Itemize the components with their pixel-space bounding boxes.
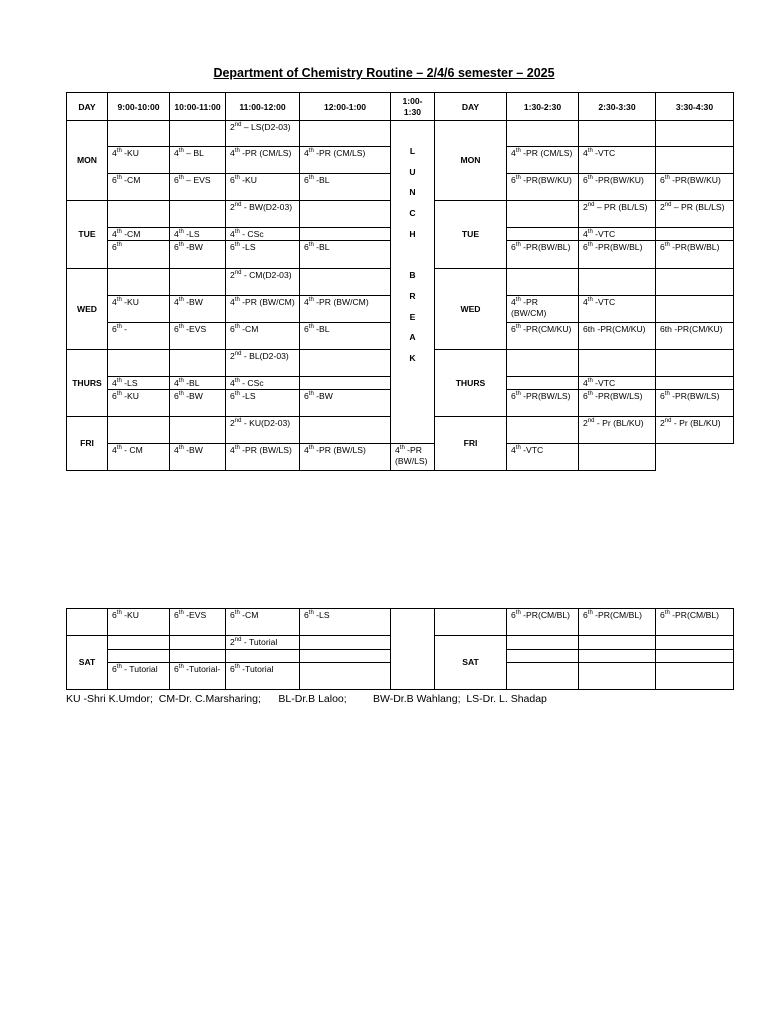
header-row (67, 93, 734, 121)
cell (579, 121, 656, 147)
lunch-letter: C (409, 208, 416, 219)
cell: 4th -PR (CM/LS) (300, 147, 391, 174)
cell (300, 269, 391, 296)
lunch-letter: K (409, 352, 416, 363)
cell (108, 201, 170, 228)
cell (507, 201, 579, 228)
cell (656, 228, 734, 241)
table-row (67, 609, 734, 636)
cell: 6th -CM (108, 174, 170, 201)
cell: 6th -BL (300, 241, 391, 269)
cell: 2nd – LS(D2-03) (226, 121, 300, 147)
cell (108, 417, 170, 444)
cell: 2nd - Pr (BL/KU) (656, 417, 734, 444)
cell (300, 417, 391, 444)
cell (507, 121, 579, 147)
cell (300, 663, 391, 690)
day-sat-2: SAT (435, 636, 507, 690)
cell: 6th -EVS (170, 323, 226, 350)
cell: 2nd - Pr (BL/KU) (579, 417, 656, 444)
header-day-2: DAY (435, 93, 507, 121)
header-slot-3: 11:00-12:00 (226, 93, 300, 121)
header-slot-6: 2:30-3:30 (579, 93, 656, 121)
cell (656, 147, 734, 174)
cell (656, 377, 734, 390)
header-slot-7: 3:30-4:30 (656, 93, 734, 121)
cell: 6th (108, 241, 170, 269)
cell (170, 350, 226, 377)
cell (507, 350, 579, 377)
cell: 4th -LS (108, 377, 170, 390)
cell: 4th -PR (BW/LS) (226, 444, 300, 471)
cell: 6th -PR(BW/BL) (579, 241, 656, 269)
cell (656, 350, 734, 377)
cell (656, 296, 734, 323)
cell: 6th -PR(BW/LS) (656, 390, 734, 417)
cell (507, 636, 579, 650)
cell (300, 650, 391, 663)
day-sat: SAT (67, 636, 108, 690)
cell (108, 269, 170, 296)
cell (435, 609, 507, 636)
day-mon-2: MON (435, 121, 507, 201)
cell: 4th -PR (BW/LS) (391, 444, 435, 471)
day-fri-2: FRI (435, 417, 507, 471)
cell: 4th -PR (BW/CM) (507, 296, 579, 323)
cell: 2nd – PR (BL/LS) (656, 201, 734, 228)
header-day: DAY (67, 93, 108, 121)
cell: 6th -PR(CM/BL) (656, 609, 734, 636)
cell: 6th -LS (226, 241, 300, 269)
cell: 4th -BL (170, 377, 226, 390)
cell (656, 121, 734, 147)
day-mon: MON (67, 121, 108, 201)
day-thurs: THURS (67, 350, 108, 417)
cell: 4th -KU (108, 296, 170, 323)
header-slot-1: 9:00-10:00 (108, 93, 170, 121)
legend-ls: LS-Dr. L. Shadap (466, 693, 547, 705)
lunch-letter: R (409, 290, 416, 301)
cell: 4th - CSc (226, 228, 300, 241)
cell: 6th -LS (226, 390, 300, 417)
cell (300, 377, 391, 390)
cell: 6th -KU (226, 174, 300, 201)
cell: 6th -BW (300, 390, 391, 417)
cell (507, 228, 579, 241)
cell: 4th - CM (108, 444, 170, 471)
lunch-letter: H (409, 228, 416, 239)
page-title: Department of Chemistry Routine – 2/4/6 semester – 2025 (213, 66, 555, 80)
cell: 6th -KU (108, 609, 170, 636)
legend-ku: KU -Shri K.Umdor; (66, 693, 153, 705)
cell (656, 650, 734, 663)
cell: 4th -PR (CM/LS) (507, 147, 579, 174)
cell: 6th -EVS (170, 609, 226, 636)
cell: 4th -LS (170, 228, 226, 241)
faculty-legend (66, 693, 547, 705)
cell: 6th -PR(BW/KU) (507, 174, 579, 201)
cell: 6th -PR(CM/BL) (507, 609, 579, 636)
cell: 6th -CM (226, 323, 300, 350)
cell: 4th -VTC (579, 228, 656, 241)
cell (67, 609, 108, 636)
cell: 6th -KU (108, 390, 170, 417)
cell: 4th -PR (BW/CM) (226, 296, 300, 323)
cell: 2nd - CM(D2-03) (226, 269, 300, 296)
lunch-letter: L (409, 146, 416, 156)
routine-table-continued (66, 608, 734, 690)
cell (108, 650, 170, 663)
header-slot-4: 12:00-1:00 (300, 93, 391, 121)
cell: 6th -Tutorial- (170, 663, 226, 690)
routine-table (66, 92, 734, 471)
cell: 6th - Tutorial (108, 663, 170, 690)
cell: 2nd – PR (BL/LS) (579, 201, 656, 228)
cell: 4th -VTC (579, 147, 656, 174)
cell: 4th -PR (CM/LS) (226, 147, 300, 174)
cell: 6th -BL (300, 174, 391, 201)
lunch-letter: N (409, 187, 416, 198)
cell: 6th -CM (226, 609, 300, 636)
cell: 2nd - Tutorial (226, 636, 300, 650)
cell: 6th – EVS (170, 174, 226, 201)
cell (170, 650, 226, 663)
cell: 6th -BL (300, 323, 391, 350)
lunch-letter: E (409, 311, 416, 322)
table-row (67, 121, 734, 147)
lunch-letter: B (409, 270, 416, 281)
cell (170, 636, 226, 650)
cell (507, 417, 579, 444)
cell (579, 350, 656, 377)
cell: 4th -CM (108, 228, 170, 241)
table-row (67, 444, 734, 471)
cell: 6th -PR(BW/BL) (507, 241, 579, 269)
cell: 6th -PR(CM/KU) (507, 323, 579, 350)
cell (170, 417, 226, 444)
lunch-break-column (391, 609, 435, 690)
day-thurs-2: THURS (435, 350, 507, 417)
cell (300, 350, 391, 377)
day-fri: FRI (67, 417, 108, 471)
cell: 6th -PR(CM/KU) (656, 323, 734, 350)
cell: 4th -PR (BW/CM) (300, 296, 391, 323)
cell: 4th -KU (108, 147, 170, 174)
cell (579, 444, 656, 471)
cell (300, 636, 391, 650)
cell: 6th -PR(CM/KU) (579, 323, 656, 350)
cell: 6th -BW (170, 241, 226, 269)
cell (656, 663, 734, 690)
day-wed: WED (67, 269, 108, 350)
cell: 4th -BW (170, 444, 226, 471)
cell: 6th -PR(CM/BL) (579, 609, 656, 636)
cell: 6th -Tutorial (226, 663, 300, 690)
cell (507, 377, 579, 390)
cell (300, 121, 391, 147)
cell (579, 650, 656, 663)
day-wed-2: WED (435, 269, 507, 350)
header-lunch: 1:00-1:30 (391, 93, 435, 121)
header-slot-5: 1:30-2:30 (507, 93, 579, 121)
cell: 6th -LS (300, 609, 391, 636)
cell (507, 269, 579, 296)
cell: 6th - (108, 323, 170, 350)
day-tue: TUE (67, 201, 108, 269)
cell: 4th -BW (170, 296, 226, 323)
cell: 6th -PR(BW/LS) (507, 390, 579, 417)
header-slot-2: 10:00-11:00 (170, 93, 226, 121)
cell: 2nd - BW(D2-03) (226, 201, 300, 228)
cell (170, 269, 226, 296)
cell: 4th -VTC (579, 377, 656, 390)
legend-bw: BW-Dr.B Wahlang; (372, 693, 461, 705)
cell: 4th -VTC (507, 444, 579, 471)
cell: 2nd - BL(D2-03) (226, 350, 300, 377)
cell (507, 663, 579, 690)
cell (656, 636, 734, 650)
cell (170, 201, 226, 228)
lunch-break-column (391, 121, 435, 444)
legend-bl: BL-Dr.B Laloo; (278, 693, 347, 705)
cell: 4th - CSc (226, 377, 300, 390)
cell: 4th – BL (170, 147, 226, 174)
cell: 4th -PR (BW/LS) (300, 444, 391, 471)
cell: 6th -PR(BW/BL) (656, 241, 734, 269)
legend-cm: CM-Dr. C.Marsharing; (158, 693, 261, 705)
cell (579, 269, 656, 296)
cell (226, 650, 300, 663)
cell (170, 121, 226, 147)
cell (579, 663, 656, 690)
cell (108, 121, 170, 147)
lunch-letter (395, 244, 430, 265)
cell: 6th -PR(BW/KU) (579, 174, 656, 201)
cell (108, 636, 170, 650)
cell (507, 650, 579, 663)
cell (300, 201, 391, 228)
cell: 6th -BW (170, 390, 226, 417)
cell: 2nd - KU(D2-03) (226, 417, 300, 444)
cell: 6th -PR(BW/LS) (579, 390, 656, 417)
cell (108, 350, 170, 377)
lunch-letter: U (409, 166, 416, 177)
cell (656, 269, 734, 296)
cell: 4th -VTC (579, 296, 656, 323)
cell (300, 228, 391, 241)
lunch-letter: A (409, 332, 416, 343)
cell: 6th -PR(BW/KU) (656, 174, 734, 201)
cell (579, 636, 656, 650)
day-tue-2: TUE (435, 201, 507, 269)
